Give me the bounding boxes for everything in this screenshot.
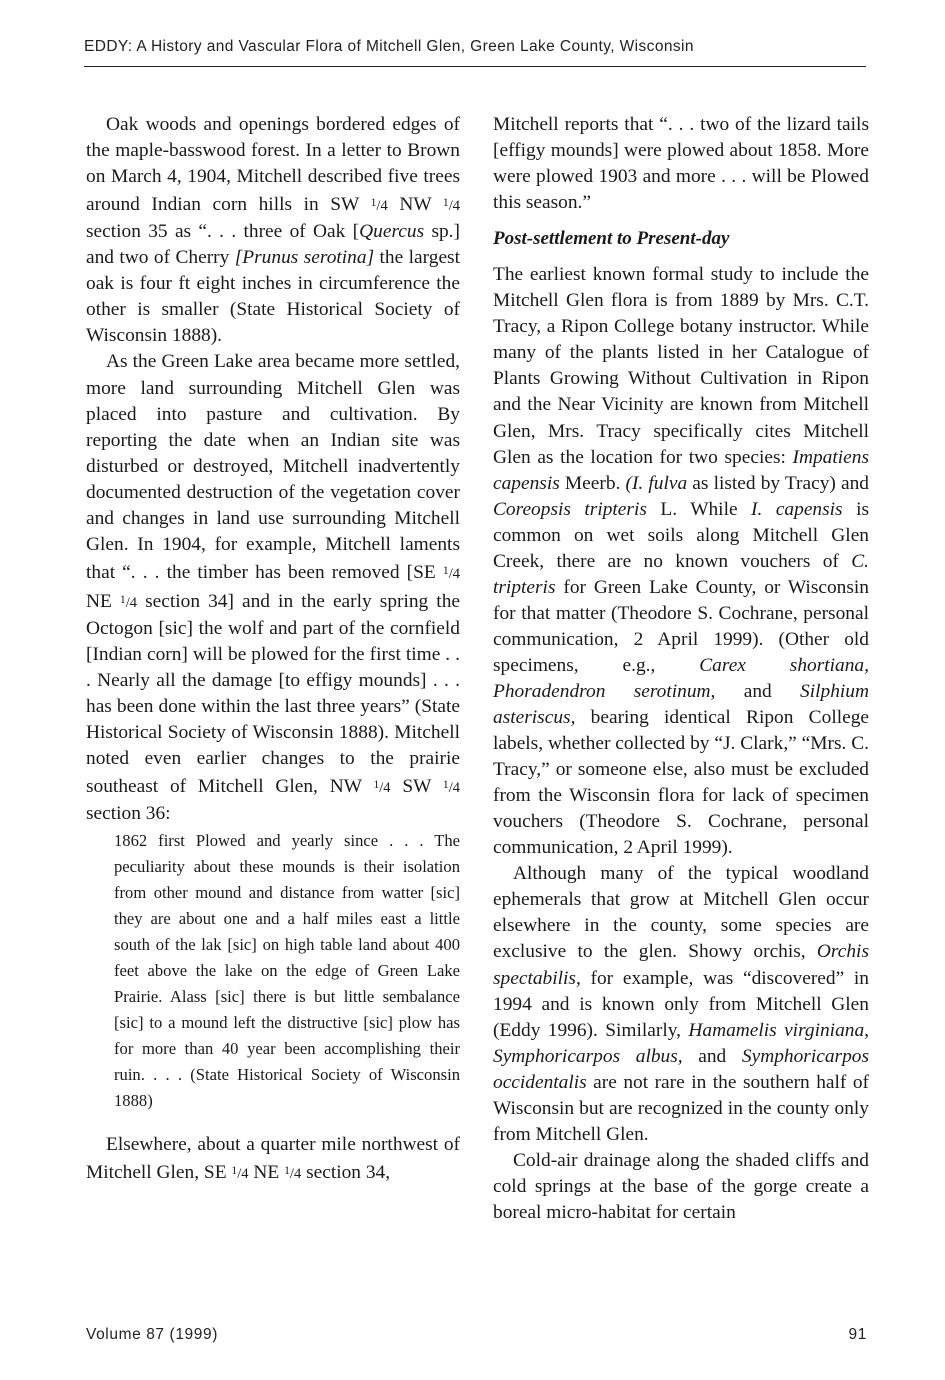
- left-paragraph-2: As the Green Lake area became more settled, more land surrounding Mitchell Glen was placed into pasture and cultivation. By reporting the date when an Indian site was disturbed or destroyed, Mitchell inadvertently documented destruction of the vegetation cover and changes in land use surrounding Mitchell Glen. In 1904, for example, Mitchell laments that “. . . the timber has been removed [SE $^1$/4 NE $^1$/4 section 34] and in the early spring the Octogon [sic] the wolf and part of the cornfield [Indian corn] will be plowed for the first time . . . Nearly all the damage [to effigy mounds] . . . has been done within the last three years” (State Historical Society of Wisconsin 1888). Mitchell noted even earlier changes to the prairie southeast of Mitchell Glen, NW $^1$/4 SW $^1$/4 section 36:: [86, 351, 460, 825]
- fraction-quarter: $^1$/4: [284, 1163, 302, 1182]
- fraction-quarter: $^1$/4: [442, 196, 460, 215]
- fraction-quarter: $^1$/4: [442, 563, 460, 582]
- block-quotation: 1862 first Plowed and yearly since . . . The peculiarity about these mounds is their isolation from other mound and distance from watter [sic] they are about one and a half miles east a little south of the lak [sic] on high table land about 400 feet above the lake on the edge of Green Lake Prairie. Alass [sic] there is but little sembalance [sic] to a mound left the distructive [sic] plow has for more than 40 year been accomplishing their ruin. . . . (State Historical Society of Wisconsin 1888): [114, 830, 460, 1110]
- fraction-quarter: $^1$/4: [231, 1163, 249, 1182]
- running-header: EDDY: A History and Vascular Flora of Mitchell Glen, Green Lake County, Wisconsin: [84, 38, 694, 55]
- right-paragraph-2: The earliest known formal study to include the Mitchell Glen flora is from 1889 by Mrs. C.T. Tracy, a Ripon College botany instructor. While many of the plants listed in her Catalogue of Plants Growing Without Cultivation in Ripon and the Near Vicinity are known from Mitchell Glen, Mrs. Tracy specifically cites Mitchell Glen as the location for two species: Impatiens capensis Meerb. (I. fulva as listed by Tracy) and Coreopsis tripteris L. While I. capensis is common on wet soils along Mitchell Glen Creek, there are no known vouchers of C. tripteris for Green Lake County, or Wisconsin for that matter (Theodore S. Cochrane, personal communication, 2 April 1999). (Other old specimens, e.g., Carex shortiana, Phoradendron serotinum, and Silphium asteriscus, bearing identical Ripon College labels, whether collected by “J. Clark,” “Mrs. C. Tracy,” or someone else, also must be excluded from the Wisconsin flora for lack of specimen vouchers (Theodore S. Cochrane, personal communication, 2 April 1999).: [493, 264, 870, 859]
- left-paragraph-1: Oak woods and openings bordered edges of the maple-basswood forest. In a letter to Brown on March 4, 1904, Mitchell described five trees around Indian corn hills in SW $^1$/4 NW $^1$/4 section 35 as “. . . three of Oak [Quercus sp.] and two of Cherry [Prunus serotina] the largest oak is four ft eight inches in circumference the other is smaller (State Historical Society of Wisconsin 1888).: [86, 114, 460, 347]
- fraction-quarter: $^1$/4: [370, 196, 388, 215]
- left-paragraph-3: Elsewhere, about a quarter mile northwest of Mitchell Glen, SE $^1$/4 NE $^1$/4 section 34,: [86, 1133, 460, 1183]
- right-paragraph-3: Although many of the typical woodland ephemerals that grow at Mitchell Glen occur elsewhere in the county, some species are exclusive to the glen. Showy orchis, Orchis spectabilis, for example, was “discovered” in 1994 and is known only from Mitchell Glen (Eddy 1996). Similarly, Hamamelis virginiana, Symphoricarpos albus, and Symphoricarpos occidentalis are not rare in the southern half of Wisconsin but are recognized in the county only from Mitchell Glen.: [493, 863, 869, 1145]
- header-rule: [84, 66, 866, 67]
- page-number: 91: [848, 1326, 867, 1343]
- footer-volume: Volume 87 (1999): [86, 1326, 218, 1343]
- right-column: [493, 112, 869, 1226]
- section-heading: Post-settlement to Present-day: [493, 228, 730, 250]
- right-paragraph-1: Mitchell reports that “. . . two of the lizard tails [effigy mounds] were plowed about 1858. More were plowed 1903 and more . . . will be Plowed this season.”: [493, 114, 869, 214]
- fraction-quarter: $^1$/4: [373, 778, 391, 797]
- fraction-quarter: $^1$/4: [442, 778, 460, 797]
- fraction-quarter: $^1$/4: [119, 592, 138, 612]
- right-paragraph-4: Cold-air drainage along the shaded cliffs and cold springs at the base of the gorge create a boreal micro-habitat for certain: [493, 1149, 869, 1223]
- left-column: [86, 112, 460, 1187]
